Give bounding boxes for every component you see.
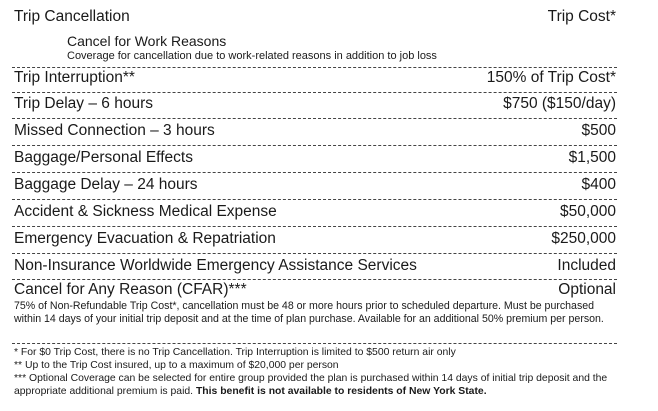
benefit-value: $400	[581, 176, 616, 193]
benefit-label: Trip Delay – 6 hours	[14, 95, 153, 112]
divider	[12, 172, 617, 173]
benefit-row-trip-delay	[14, 95, 616, 113]
divider	[12, 199, 617, 200]
benefit-row-cfar	[14, 281, 616, 299]
benefit-label: Emergency Evacuation & Repatriation	[14, 230, 276, 247]
cancel-work-desc: Coverage for cancellation due to work-related reasons in addition to job loss	[67, 50, 437, 62]
cfar-description: 75% of Non-Refundable Trip Cost*, cancellation must be 48 or more hours prior to scheduled departure. Must be purchased within 14 days of your initial trip deposit and at the time of plan purchase. Available for an additional 50% premium per person.	[14, 300, 604, 326]
benefit-row-medical	[14, 203, 616, 221]
divider	[12, 343, 617, 344]
footnote-3-bold: This benefit is not available to residents of New York State.	[195, 386, 487, 397]
benefit-row-trip-interruption	[14, 69, 616, 87]
benefit-label: Baggage/Personal Effects	[14, 149, 193, 166]
divider	[12, 226, 617, 227]
divider	[12, 67, 617, 68]
benefit-value: $250,000	[551, 230, 616, 247]
benefit-label: Trip Cancellation	[14, 8, 130, 25]
benefit-label: Accident & Sickness Medical Expense	[14, 203, 277, 220]
footnote-3	[14, 372, 644, 398]
benefit-value: Optional	[558, 281, 616, 298]
divider	[12, 279, 617, 280]
benefit-value: $500	[581, 122, 616, 139]
benefit-label: Cancel for Any Reason (CFAR)***	[14, 281, 247, 298]
benefit-row-baggage	[14, 149, 616, 167]
divider	[12, 92, 617, 93]
benefit-label: Non-Insurance Worldwide Emergency Assistance Services	[14, 257, 417, 274]
benefit-value: Included	[557, 257, 616, 274]
benefit-value: Trip Cost*	[547, 8, 616, 25]
benefit-row-trip-cancellation	[14, 8, 616, 26]
benefit-value: $1,500	[568, 149, 616, 166]
cancel-work-title: Cancel for Work Reasons	[67, 33, 227, 49]
benefit-value: $50,000	[559, 203, 616, 220]
divider	[12, 118, 617, 119]
benefit-row-evacuation	[14, 230, 616, 248]
footnote-1: * For $0 Trip Cost, there is no Trip Cancellation. Trip Interruption is limited to $500 return air only	[14, 347, 456, 358]
divider	[12, 253, 617, 254]
benefit-row-baggage-delay	[14, 176, 616, 194]
benefit-label: Baggage Delay – 24 hours	[14, 176, 198, 193]
benefit-row-missed-connection	[14, 122, 616, 140]
benefit-value: 150% of Trip Cost*	[486, 69, 616, 86]
benefit-row-assistance	[14, 257, 616, 275]
benefit-label: Missed Connection – 3 hours	[14, 122, 215, 139]
footnote-3-text: *** Optional Coverage can be selected for entire group provided the plan is purchased within 14 days of initial trip deposit and the appropriate additional premium is paid.	[14, 373, 608, 397]
benefit-label: Trip Interruption**	[14, 69, 135, 86]
benefit-value: $750 ($150/day)	[503, 95, 616, 112]
footnote-2: ** Up to the Trip Cost insured, up to a maximum of $20,000 per person	[14, 360, 339, 371]
divider	[12, 145, 617, 146]
